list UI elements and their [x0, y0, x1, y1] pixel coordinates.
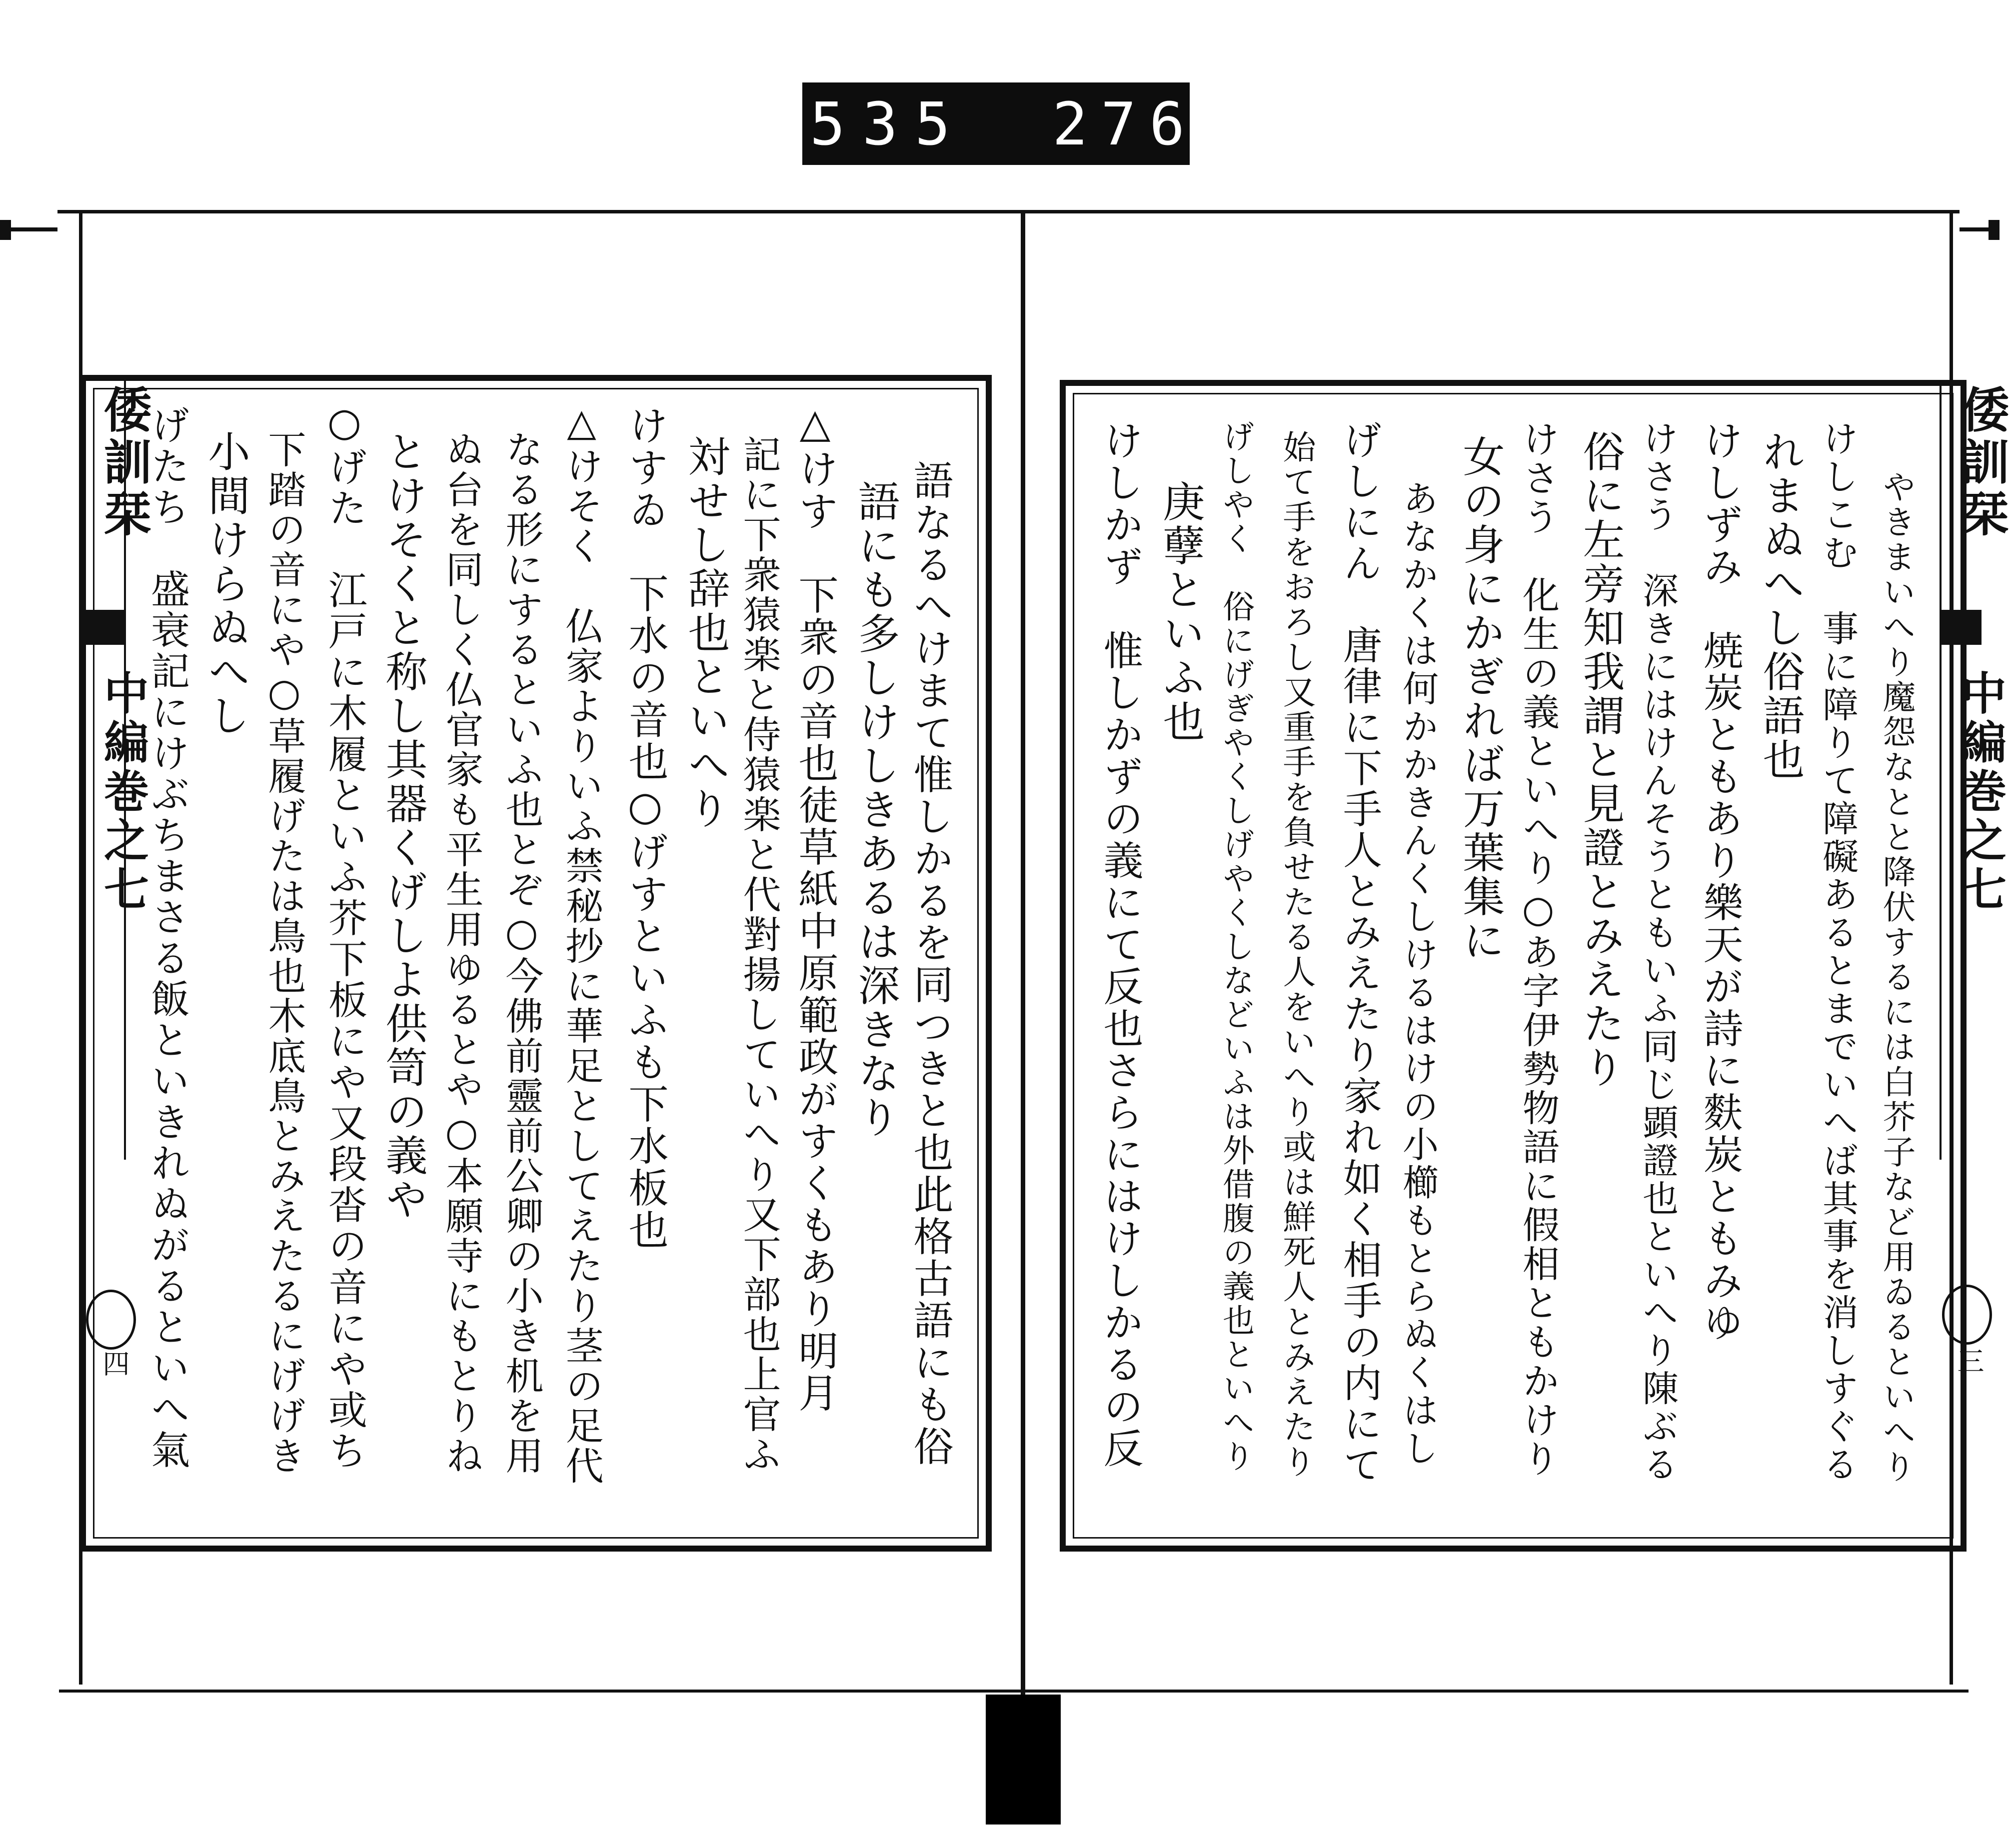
- left-column-8: なる形にするといふ也とぞ○今佛前靈前公卿の小き机を用: [499, 430, 544, 1476]
- gutter-shadow: [986, 1695, 1061, 1825]
- right-column-3: れまぬへし俗語也: [1756, 430, 1805, 782]
- right-spine-tab: [1942, 610, 1982, 645]
- right-column-7: けさう 化生の義といへり○あ字伊勢物語に假相ともかけり: [1517, 420, 1560, 1479]
- left-page-edge: [59, 210, 82, 1685]
- left-column-5: 対せし辞也といへり: [681, 435, 730, 831]
- archive-number-label: [802, 82, 1247, 165]
- left-column-9: ぬ台を同しく仏官家も平生用ゆるとや○本願寺にもとりね: [439, 430, 484, 1476]
- right-column-14: けしかず 惟しかずの義にて反也さらにはけしかるの反: [1097, 420, 1143, 1470]
- right-page-circle-mark: [1942, 1285, 1992, 1345]
- left-spine-tab: [84, 610, 124, 645]
- right-column-12: げしやく 俗にげぎやくしげやくしなどいふは外借腹の義也といへり: [1217, 420, 1254, 1474]
- right-column-5: けさう 深きにはけんそうともいふ同じ顕證也といへり陳ぶる: [1637, 420, 1679, 1484]
- edge-tick-right: [1989, 220, 2000, 240]
- right-column-10: げしにん 唐律に下手人とみえたり家れ如く相手の内にて: [1337, 420, 1382, 1486]
- left-column-6: けすゐ 下水の音也○げすといふも下水板也: [622, 405, 668, 1251]
- left-column-11: ○げた 江戸に木履といふ芥下板にや又段沓の音にや或ち: [322, 400, 367, 1472]
- gutter-line: [1021, 210, 1025, 1825]
- right-column-11: 始て手をおろし又重手を負せたる人をいへり或は鮮死人とみえたり: [1277, 430, 1316, 1480]
- right-column-1: やきまいへり魔怨なとと降伏するには白芥子など用ゐるといへり: [1877, 470, 1916, 1485]
- left-column-2: 語にも多しけしきあるは深きなり: [851, 480, 900, 1140]
- left-column-13: 小間けらぬへし: [201, 430, 250, 738]
- left-spine-title-bottom: 中編巻之七: [96, 670, 149, 915]
- left-column-4: 記に下衆猿楽と侍猿楽と代對揚していへり又下部也上官ふ: [737, 435, 781, 1475]
- right-spine-title-top: 倭訓栞: [1954, 385, 2010, 541]
- left-column-14: げたち 盛衰記にけぶちまさる飯といきれぬがるといへ氣: [144, 405, 189, 1471]
- right-spine-title-bottom: 中編巻之七: [1954, 670, 2007, 915]
- left-page-circle-mark: [86, 1290, 136, 1350]
- edge-tick-left: [0, 220, 11, 240]
- right-page-number: 三: [1953, 1347, 1985, 1374]
- right-column-4: けしずみ 焼炭ともあり樂天が詩に麩炭ともみゆ: [1697, 420, 1743, 1344]
- left-column-3: △けす 下衆の音也徒草紙中原範政がすくもあり明月: [792, 400, 838, 1414]
- left-column-12: 下踏の音にや○草履げたは鳥也木底鳥とみえたるにげげき: [262, 430, 306, 1476]
- right-column-13: 庚孽といふ也: [1156, 480, 1205, 744]
- left-spine-title-top: 倭訓栞: [96, 385, 152, 541]
- left-column-7: △けそく 仏家よりいふ禁秘抄に華足としてえたり茎の足代: [559, 400, 604, 1486]
- bottom-edge-line: [59, 1690, 1969, 1693]
- book-spread: [0, 210, 2010, 1825]
- right-column-6: 俗に左旁知我謂と見證とみえたり: [1576, 430, 1625, 1090]
- left-spine-title: [84, 380, 152, 1160]
- right-column-9: あなかくは何かかきんくしけるはけの小櫛もとらぬくはし: [1397, 480, 1439, 1468]
- left-column-1: 語なるへけまて惟しかるを同つきと也此格古語にも俗: [907, 460, 953, 1468]
- archive-number-right: 276.: [1052, 89, 1247, 158]
- left-column-10: とけそくと称し其器くげしよ供笥の義や: [379, 430, 428, 1222]
- archive-number-left: 535: [810, 89, 968, 158]
- right-spine-title: [1940, 380, 2010, 1160]
- right-column-8: 女の身にかぎれば万葉集に: [1456, 435, 1505, 963]
- right-column-2: けしこむ 事に障りて障礙あるとまでいへば其事を消しすぐる: [1817, 420, 1859, 1484]
- left-page-number: 四: [98, 1350, 130, 1377]
